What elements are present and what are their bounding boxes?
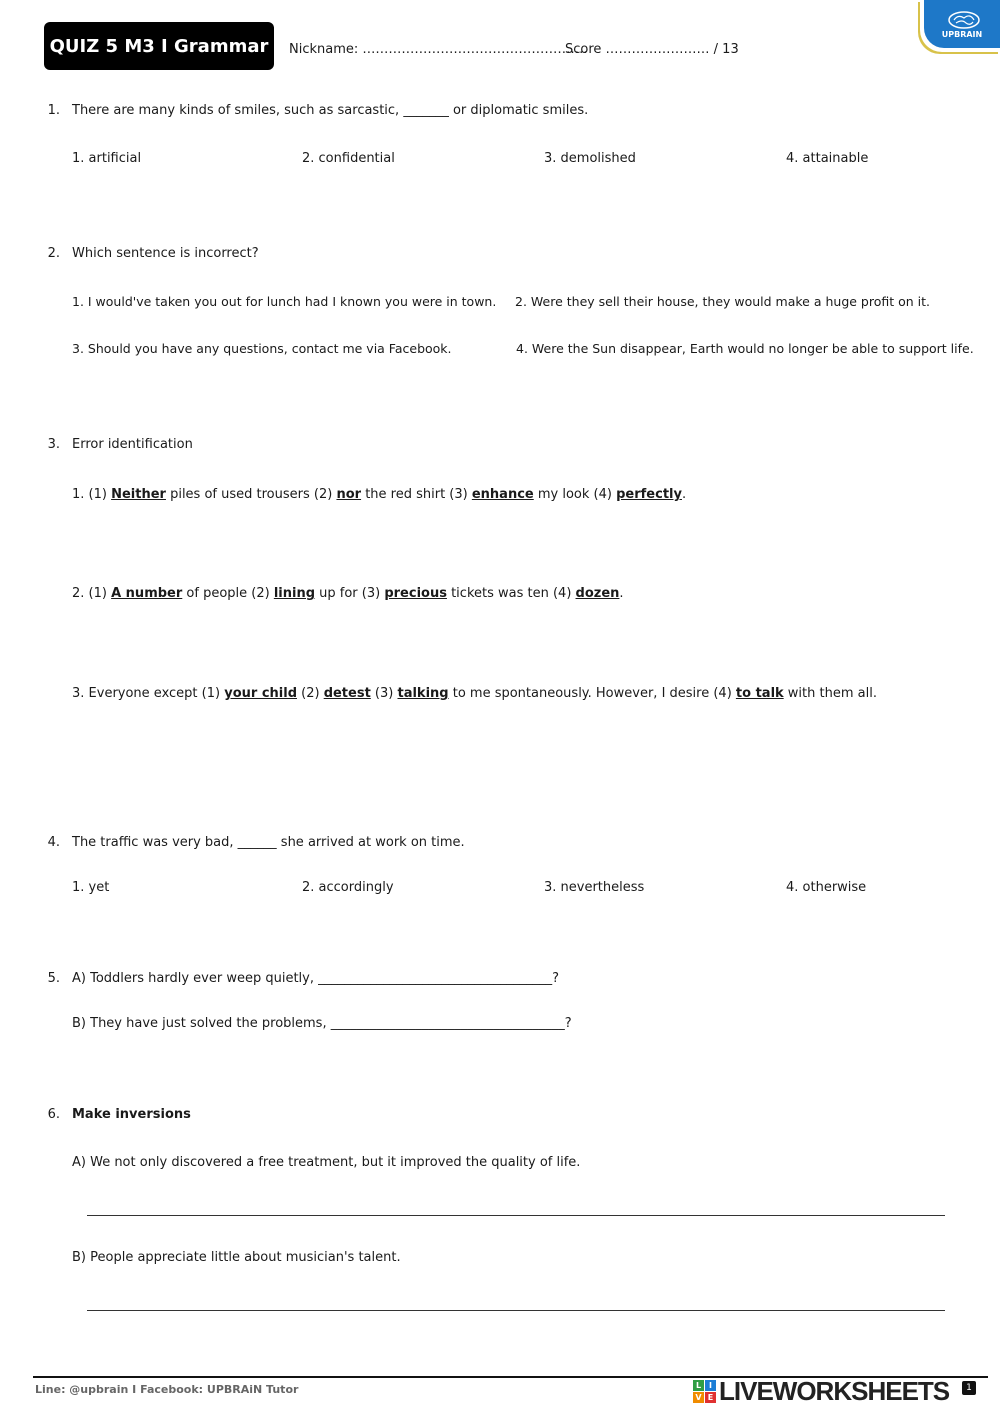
q3-sentence-2: 2. (1) A number of people (2) lining up for (3) precious tickets was ten (4) dozen. (72, 586, 624, 601)
q1-option-2[interactable]: 2. confidential (302, 151, 395, 166)
q4-option-1[interactable]: 1. yet (72, 880, 110, 895)
q2-text: Which sentence is incorrect? (72, 246, 259, 261)
q2-option-3[interactable]: 3. Should you have any questions, contact me via Facebook. (72, 341, 452, 356)
q3-s2-part-1[interactable]: A number (111, 586, 183, 601)
q3-s1-part-1[interactable]: Neither (111, 487, 166, 502)
q4-number: 4. (47, 835, 60, 850)
q1-option-4[interactable]: 4. attainable (786, 151, 869, 166)
q1-option-3[interactable]: 3. demolished (544, 151, 636, 166)
q3-s3-part-4[interactable]: to talk (735, 686, 784, 701)
q3-text: Error identification (72, 437, 193, 452)
logo-brand: UPBRAIN (941, 30, 983, 39)
q3-s1-part-2[interactable]: nor (336, 487, 362, 502)
q3-s1-part-4[interactable]: perfectly (616, 487, 682, 502)
q5-item-b[interactable]: B) They have just solved the problems, ____________________________________? (72, 1016, 572, 1031)
watermark-text: LIVEWORKSHEETS (719, 1375, 950, 1406)
q3-s3-part-2[interactable]: detest (323, 686, 371, 701)
q2-option-1[interactable]: 1. I would've taken you out for lunch had I known you were in town. (72, 294, 497, 309)
quiz-title: QUIZ 5 M3 I Grammar (44, 22, 274, 70)
q3-sentence-1: 1. (1) Neither piles of used trousers (2) nor the red shirt (3) enhance my look (4) perfectly. (72, 487, 687, 502)
q4-text: The traffic was very bad, ______ she arrived at work on time. (72, 835, 465, 850)
q3-s3-part-3[interactable]: talking (397, 686, 449, 701)
q3-s2-part-3[interactable]: precious (384, 586, 447, 601)
q1-option-1[interactable]: 1. artificial (72, 151, 142, 166)
page-number: 1 (962, 1381, 976, 1395)
brain-icon (946, 10, 982, 30)
liveworksheets-watermark (693, 1375, 950, 1406)
q4-option-2[interactable]: 2. accordingly (302, 880, 394, 895)
q3-sentence-3: 3. Everyone except (1) your child (2) detest (3) talking to me spontaneously. However, I desire (4) to talk with them all. (72, 686, 877, 701)
q2-option-2[interactable]: 2. Were they sell their house, they would make a huge profit on it. (515, 294, 931, 309)
q4-option-3[interactable]: 3. nevertheless (544, 880, 645, 895)
q6-item-b: B) People appreciate little about musician's talent. (72, 1250, 401, 1265)
q2-number: 2. (47, 246, 60, 261)
score-field[interactable]: Score …………………… / 13 (565, 42, 739, 57)
q6-answer-line-b[interactable] (87, 1310, 945, 1311)
q5-number: 5. (47, 971, 60, 986)
q4-option-4[interactable]: 4. otherwise (786, 880, 867, 895)
liveworksheets-logo-icon: L I V E (693, 1380, 716, 1403)
q3-s2-part-4[interactable]: dozen (575, 586, 620, 601)
q3-s3-part-1[interactable]: your child (224, 686, 297, 701)
q3-number: 3. (47, 437, 60, 452)
q6-text: Make inversions (72, 1107, 191, 1122)
q1-text: There are many kinds of smiles, such as sarcastic, _______ or diplomatic smiles. (72, 103, 589, 118)
q1-number: 1. (47, 103, 60, 118)
nickname-field[interactable]: Nickname: ……………………………………………. (289, 42, 588, 57)
q6-answer-line-a[interactable] (87, 1215, 945, 1216)
q5-item-a[interactable]: A) Toddlers hardly ever weep quietly, ____________________________________? (72, 971, 560, 986)
q3-s2-part-2[interactable]: lining (273, 586, 316, 601)
footer-contact: Line: @upbrain I Facebook: UPBRAiN Tutor (35, 1383, 299, 1396)
q2-option-4[interactable]: 4. Were the Sun disappear, Earth would no longer be able to support life. (516, 341, 974, 356)
q3-s1-part-3[interactable]: enhance (471, 487, 534, 502)
q6-item-a: A) We not only discovered a free treatment, but it improved the quality of life. (72, 1155, 581, 1170)
q6-number: 6. (47, 1107, 60, 1122)
upbrain-logo (920, 0, 1000, 52)
